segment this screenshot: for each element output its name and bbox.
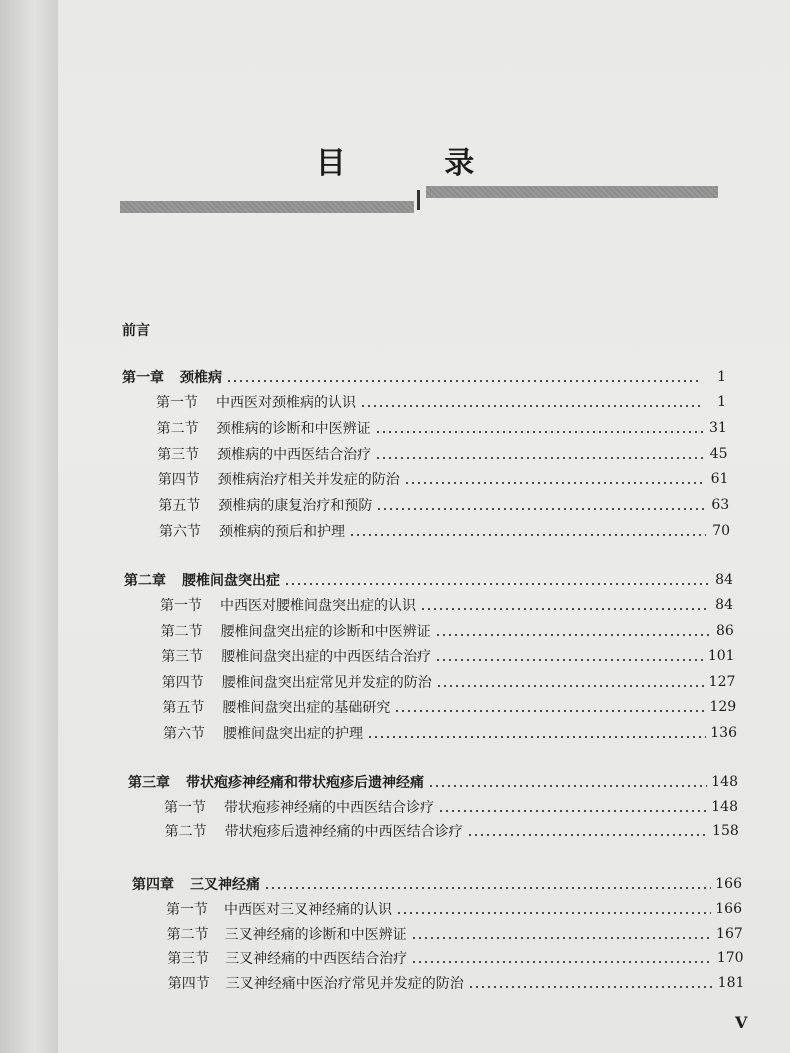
chapter-title: 腰椎间盘突出症 (182, 573, 280, 589)
section-entry (163, 722, 737, 744)
section-page-number: 167 (716, 925, 743, 942)
section-title: 三叉神经痛的诊断和中医辨证 (224, 926, 407, 943)
section-page-number: 148 (711, 799, 738, 815)
chapter-number: 第四章 (132, 877, 174, 893)
dot-leader (360, 404, 702, 408)
section-page-number: 61 (710, 471, 729, 488)
dot-leader (284, 582, 709, 586)
section-number: 第六节 (159, 524, 201, 540)
section-entry (166, 898, 742, 920)
dot-leader (394, 709, 705, 713)
section-number: 第二节 (166, 926, 209, 943)
section-page-number: 127 (708, 673, 736, 690)
section-entry (167, 947, 743, 969)
section-number: 第一节 (156, 395, 198, 411)
section-title: 中西医对三叉神经痛的认识 (224, 902, 392, 918)
dot-leader (435, 658, 704, 662)
section-number: 第五节 (162, 700, 205, 717)
dot-leader (226, 379, 702, 383)
section-number: 第四节 (161, 674, 204, 691)
chapter-page-number: 166 (715, 876, 742, 892)
dot-leader (435, 633, 710, 637)
section-title: 带状疱疹神经痛的中西医结合诊疗 (224, 800, 434, 816)
section-title: 颈椎病的中西医结合治疗 (217, 446, 372, 463)
section-title: 腰椎间盘突出症的诊断和中医辨证 (220, 623, 431, 640)
section-entry (157, 417, 727, 439)
section-number: 第二节 (156, 420, 199, 437)
section-title: 颈椎病的诊断和中医辨证 (216, 420, 371, 437)
section-entry (161, 620, 734, 642)
dot-leader (468, 985, 714, 989)
dot-leader (375, 456, 703, 460)
section-entry (168, 972, 745, 994)
section-title: 颈椎病的康复治疗和预防 (218, 498, 373, 515)
section-page-number: 86 (715, 622, 734, 639)
dot-leader (411, 960, 713, 964)
section-number: 第三节 (161, 649, 204, 666)
section-number: 第五节 (158, 498, 201, 515)
section-entry (158, 468, 729, 490)
section-number: 第二节 (164, 824, 207, 840)
dot-leader (428, 784, 707, 788)
dot-leader (420, 607, 709, 611)
title-rule-tick (417, 190, 420, 210)
section-entry (156, 391, 726, 413)
section-number: 第二节 (160, 623, 203, 640)
section-entry (162, 671, 736, 693)
chapter-page-number: 1 (717, 369, 726, 385)
chapter-entry (124, 569, 733, 591)
section-page-number: 158 (712, 823, 739, 839)
section-title: 腰椎间盘突出症的中西医结合治疗 (221, 649, 432, 666)
section-title: 带状疱疹后遗神经痛的中西医结合诊疗 (224, 824, 463, 840)
section-entry (161, 645, 734, 667)
dot-leader (411, 936, 712, 940)
section-title: 颈椎病治疗相关并发症的防治 (217, 472, 400, 489)
section-entry (158, 494, 729, 516)
section-page-number: 170 (716, 950, 744, 966)
section-number: 第六节 (163, 726, 205, 742)
section-page-number: 31 (708, 419, 727, 436)
section-page-number: 166 (715, 901, 742, 917)
dot-leader (436, 684, 705, 688)
section-page-number: 101 (707, 648, 735, 665)
chapter-title: 带状疱疹神经痛和带状疱疹后遗神经痛 (186, 775, 424, 791)
chapter-title: 三叉神经痛 (190, 877, 260, 893)
section-number: 第四节 (167, 975, 210, 992)
chapter-entry (128, 771, 738, 793)
section-title: 三叉神经痛的中西医结合治疗 (225, 951, 408, 967)
section-number: 第一节 (166, 902, 208, 918)
section-entry (157, 443, 727, 465)
section-number: 第三节 (167, 951, 210, 967)
section-page-number: 45 (709, 445, 728, 462)
section-entry (162, 696, 736, 718)
section-title: 腰椎间盘突出症的基础研究 (222, 700, 391, 717)
section-number: 第四节 (157, 472, 200, 489)
chapter-page-number: 148 (711, 774, 738, 790)
section-number: 第三节 (157, 446, 200, 463)
page-folio: V (735, 1013, 748, 1032)
section-number: 第一节 (160, 598, 202, 614)
dot-leader (376, 507, 705, 511)
section-page-number: 84 (715, 597, 733, 613)
section-page-number: 129 (709, 699, 737, 716)
page-title: 目 录 (315, 146, 519, 181)
section-number: 第一节 (164, 800, 206, 816)
section-title: 中西医对颈椎病的认识 (216, 395, 356, 411)
chapter-entry (132, 873, 742, 895)
section-title: 颈椎病的预后和护理 (219, 524, 345, 540)
chapter-number: 第三章 (128, 775, 170, 791)
section-entry (160, 594, 733, 616)
dot-leader (404, 481, 705, 485)
section-title: 腰椎间盘突出症常见并发症的防治 (221, 674, 432, 691)
section-page-number: 181 (717, 974, 745, 991)
title-rule-right (426, 186, 718, 198)
dot-leader (467, 833, 708, 837)
dot-leader (264, 886, 711, 890)
chapter-page-number: 84 (715, 572, 733, 588)
section-title: 腰椎间盘突出症的护理 (223, 726, 363, 742)
chapter-title: 颈椎病 (180, 370, 222, 386)
dot-leader (438, 809, 707, 813)
chapter-entry (122, 366, 726, 388)
section-entry (159, 520, 730, 542)
section-page-number: 136 (710, 725, 737, 741)
section-title: 中西医对腰椎间盘突出症的认识 (220, 598, 416, 614)
preface-entry: 前言 (122, 323, 150, 339)
section-page-number: 1 (717, 394, 726, 410)
chapter-number: 第二章 (124, 573, 166, 589)
section-page-number: 63 (711, 497, 730, 514)
dot-leader (396, 911, 711, 915)
section-entry (167, 923, 743, 945)
dot-leader (375, 430, 703, 434)
title-rule-left (120, 201, 414, 213)
dot-leader (367, 735, 706, 739)
section-page-number: 70 (712, 523, 730, 539)
section-entry (164, 796, 738, 818)
section-title: 三叉神经痛中医治疗常见并发症的防治 (225, 975, 464, 992)
dot-leader (349, 533, 706, 537)
section-entry (165, 820, 739, 842)
chapter-number: 第一章 (122, 370, 164, 386)
